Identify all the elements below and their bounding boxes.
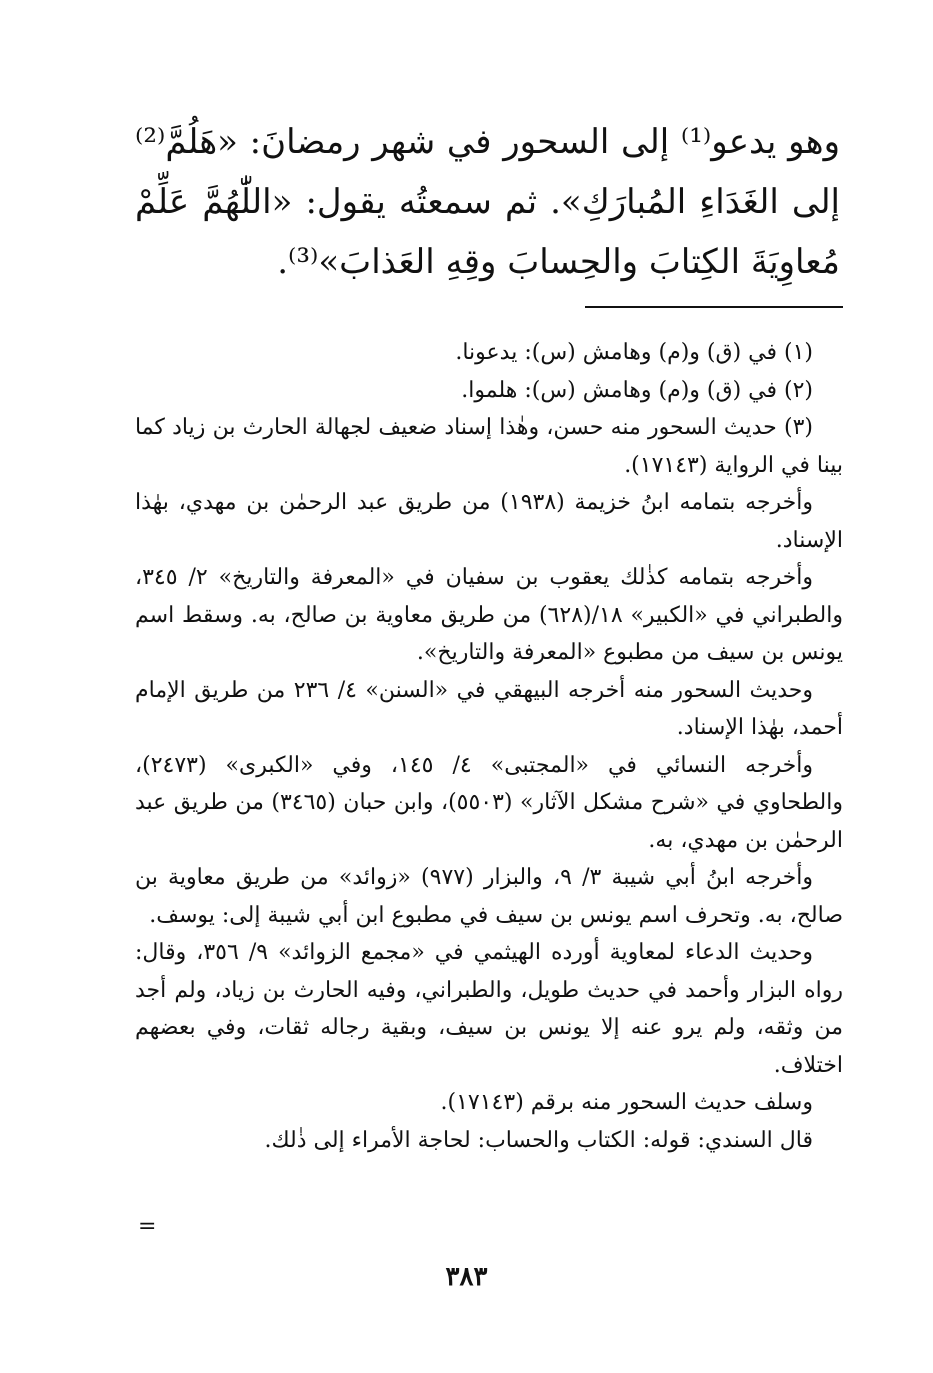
footnote-2: (٢) في (ق) و(م) وهامش (س): هلموا. bbox=[461, 377, 813, 403]
footnotes bbox=[135, 334, 843, 1159]
footnote-separator bbox=[585, 306, 843, 308]
footnote-1: (١) في (ق) و(م) وهامش (س): يدعونا. bbox=[455, 340, 813, 365]
footnote-paragraph: وأخرجه ابنُ أبي شيبة ٣/ ٩، والبزار (٩٧٧) «زوائد» من طريق معاوية بن صالح، به. وتحرف اسم يونس بن سيف في مطبوع ابن أبي شيبة إلى: يوسف. bbox=[135, 865, 843, 928]
footnote-paragraph: وسلف حديث السحور منه برقم (١٧١٤٣). bbox=[440, 1090, 813, 1115]
footnote-paragraph: وأخرجه النسائي في «المجتبى» ٤/ ١٤٥، وفي «الكبرى» (٢٤٧٣)، والطحاوي في «شرح مشكل الآثار» (٥٥٠٣)، وابن حبان (٣٤٦٥) من طريق عبد الرحمٰن بن مهدي، به. bbox=[135, 752, 843, 853]
hadith-text bbox=[135, 112, 840, 292]
footnote-paragraph: وأخرجه بتمامه كذٰلك يعقوب بن سفيان في «المعرفة والتاريخ» ٢/ ٣٤٥، والطبراني في «الكبير» ١٨/(٦٢٨) من طريق معاوية بن صالح، به. وسقط اسم يونس بن سيف من مطبوع «المعرفة والتاريخ». bbox=[135, 565, 843, 665]
footnote-paragraph: وحديث السحور منه أخرجه البيهقي في «السنن» ٤/ ٢٣٦ من طريق الإمام أحمد، بهٰذا الإسناد. bbox=[135, 677, 843, 740]
continuation-mark: = bbox=[138, 1214, 157, 1239]
footnote-paragraph: وأخرجه بتمامه ابنُ خزيمة (١٩٣٨) من طريق عبد الرحمٰن بن مهدي، بهٰذا الإسناد. bbox=[135, 490, 843, 553]
footnote-paragraph: قال السندي: قوله: الكتاب والحساب: لحاجة الأمراء إلى ذٰلك. bbox=[264, 1127, 813, 1153]
hadith-paragraph: وهو يدعو⁽¹⁾ إلى السحور في شهر رمضانَ: «هَلُمَّ⁽²⁾ إلى الغَدَاءِ المُبارَكِ». ثم سمعتُه يقول: «اللّٰهُمَّ عَلِّمْ مُعاوِيَةَ الكِتابَ والحِسابَ وقِهِ العَذابَ»⁽³⁾. bbox=[135, 122, 840, 282]
footnote-3: (٣) حديث السحور منه حسن، وهٰذا إسناد ضعيف لجهالة الحارث بن زياد كما بينا في الرواية (١٧١٤٣). bbox=[135, 415, 843, 478]
page-number: ٣٨٣ bbox=[445, 1262, 488, 1292]
footnote-paragraph: وحديث الدعاء لمعاوية أورده الهيثمي في «مجمع الزوائد» ٩/ ٣٥٦، وقال: رواه البزار وأحمد في حديث طويل، والطبراني، وفيه الحارث بن زياد، ولم أجد من وثقه، ولم يرو عنه إلا يونس بن سيف، وبقية رجاله ثقات، وفي بعضهم اختلاف. bbox=[135, 940, 843, 1078]
